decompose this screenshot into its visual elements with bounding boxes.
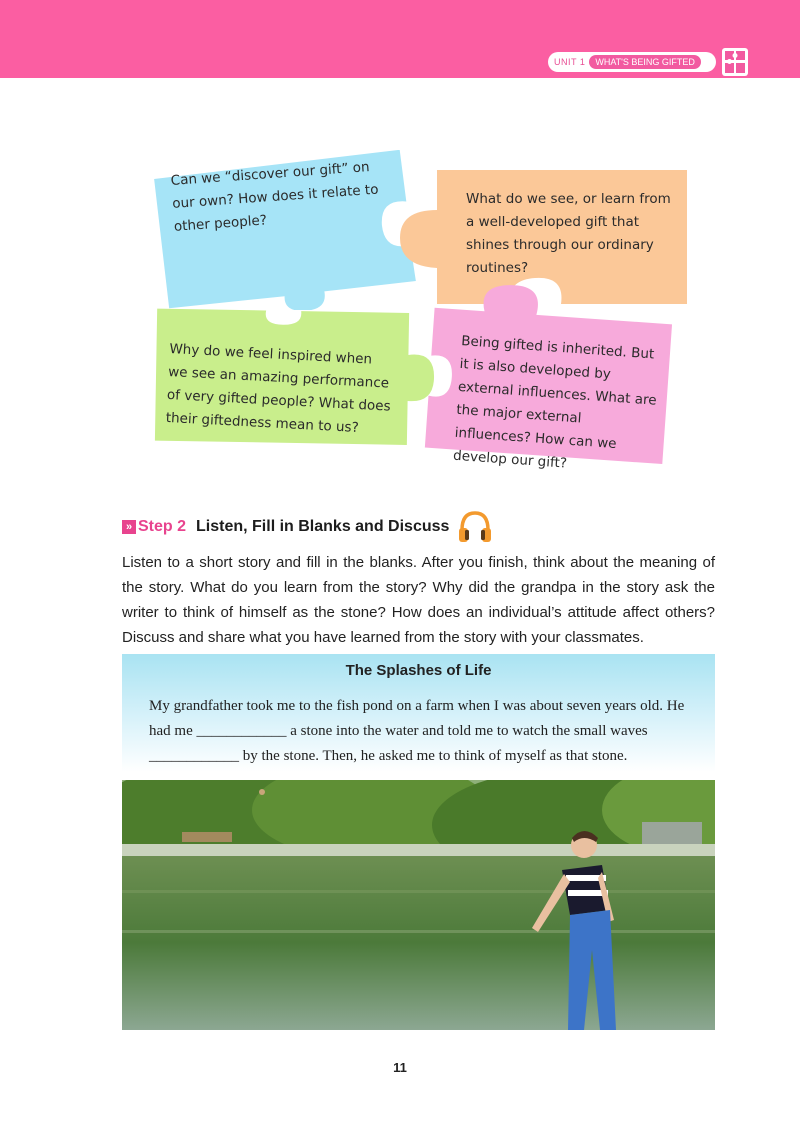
- unit-tag: [548, 52, 716, 72]
- step-number: Step 2: [138, 518, 187, 535]
- story-box: [122, 654, 715, 772]
- headphones-icon: [457, 510, 493, 544]
- unit-label: UNIT 1: [554, 57, 586, 67]
- unit-title: WHAT'S BEING GIFTED: [589, 55, 701, 69]
- puzzle-text-green: Why do we feel inspired when we see an amazing performance of very gifted people? What does their giftedness mean to us?: [165, 340, 392, 436]
- double-chevron-icon: »: [122, 520, 136, 534]
- story-title: The Splashes of Life: [345, 662, 492, 679]
- puzzle-text-orange: What do we see, or learn from a well-developed gift that shines through our ordinary routines?: [466, 191, 671, 276]
- instructions-paragraph: Listen to a short story and fill in the blanks. After you finish, think about the meaning of the story. What do you learn from the story? Why did the grandpa in the story ask the writer to think of himself as the stone? How does an individual’s attitude affect others? Discuss and share what you have learned from the story with your classmates.: [122, 554, 715, 646]
- boy-throwing-stone-photo: [122, 780, 715, 1030]
- step-title: Listen, Fill in Blanks and Discuss: [196, 518, 450, 535]
- puzzle-text-pink: Being gifted is inherited. But it is also developed by external influences. What are the major external influences? How can we develop our gift?: [452, 332, 658, 472]
- page-number: 11: [393, 1060, 407, 1075]
- step-badge: [122, 518, 186, 536]
- story-text: My grandfather took me to the fish pond on a farm when I was about seven years old. He had me ____________ a stone into the water and told me to watch the small waves ____________ by the stone. Then, he asked me to think of myself as that stone.: [149, 698, 685, 764]
- unit-puzzle-icon: [722, 48, 748, 76]
- step-heading: [122, 510, 493, 544]
- puzzle-text-blue: Can we “discover our gift” on our own? How does it relate to other people?: [170, 159, 379, 235]
